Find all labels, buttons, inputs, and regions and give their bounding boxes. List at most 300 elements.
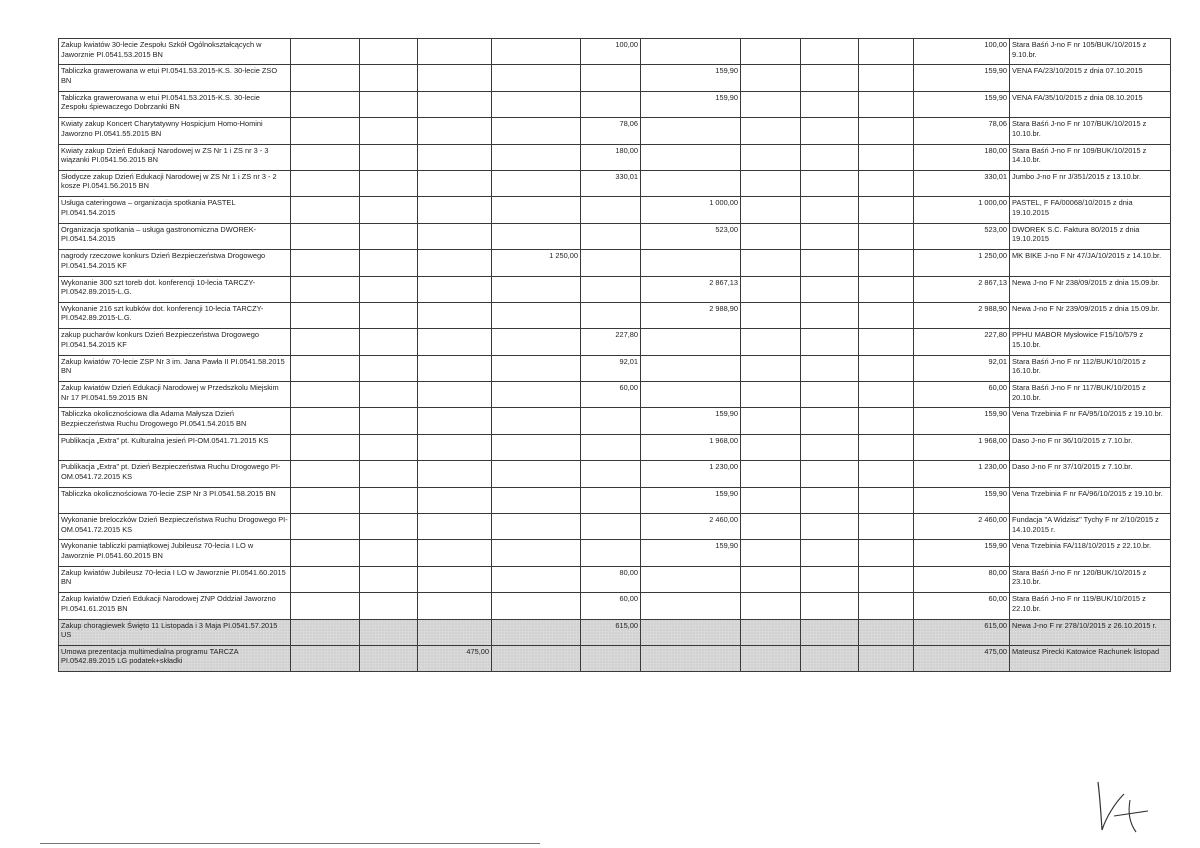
total-cell: 1 230,00	[914, 461, 1010, 487]
empty-cell	[360, 302, 418, 328]
document-ref-cell: Newa J-no F Nr 239/09/2015 z dnia 15.09.br.	[1010, 302, 1171, 328]
empty-cell	[741, 355, 801, 381]
amount-cell	[641, 144, 741, 170]
table-row	[59, 65, 1171, 91]
amount-cell	[581, 250, 641, 276]
total-cell: 159,90	[914, 540, 1010, 566]
empty-cell	[291, 645, 360, 671]
amount-cell	[581, 65, 641, 91]
amount-cell	[418, 250, 492, 276]
document-ref-cell: Stara Baśń J-no F nr 117/BUK/10/2015 z 20.10.br.	[1010, 382, 1171, 408]
document-ref-cell: Stara Baśń J-no F nr 120/BUK/10/2015 z 23.10.br.	[1010, 566, 1171, 592]
empty-cell	[741, 487, 801, 513]
table-row	[59, 197, 1171, 223]
amount-cell: 523,00	[641, 223, 741, 249]
amount-cell	[492, 461, 581, 487]
empty-cell	[360, 461, 418, 487]
amount-cell: 92,01	[581, 355, 641, 381]
empty-cell	[801, 91, 859, 117]
empty-cell	[360, 144, 418, 170]
empty-cell	[801, 276, 859, 302]
empty-cell	[360, 170, 418, 196]
amount-cell	[492, 144, 581, 170]
empty-cell	[741, 223, 801, 249]
empty-cell	[741, 65, 801, 91]
amount-cell	[418, 461, 492, 487]
amount-cell	[641, 355, 741, 381]
document-ref-cell: DWOREK S.C. Faktura 80/2015 z dnia 19.10.2015	[1010, 223, 1171, 249]
empty-cell	[291, 619, 360, 645]
empty-cell	[859, 276, 914, 302]
amount-cell	[581, 461, 641, 487]
amount-cell: 1 000,00	[641, 197, 741, 223]
total-cell: 615,00	[914, 619, 1010, 645]
document-ref-cell: VENA FA/23/10/2015 z dnia 07.10.2015	[1010, 65, 1171, 91]
document-ref-cell: Stara Baśń J-no F nr 105/BUK/10/2015 z 9.10.br.	[1010, 39, 1171, 65]
amount-cell	[492, 514, 581, 540]
amount-cell: 159,90	[641, 540, 741, 566]
amount-cell	[581, 276, 641, 302]
empty-cell	[801, 144, 859, 170]
empty-cell	[741, 276, 801, 302]
empty-cell	[291, 144, 360, 170]
amount-cell: 2 460,00	[641, 514, 741, 540]
description-cell: Usługa cateringowa – organizacja spotkania PASTEL PI.0541.54.2015	[59, 197, 291, 223]
total-cell: 523,00	[914, 223, 1010, 249]
total-cell: 60,00	[914, 382, 1010, 408]
total-cell: 92,01	[914, 355, 1010, 381]
description-cell: Tabliczka grawerowana w etui PI.0541.53.2015-K.S. 30-lecie ZSO BN	[59, 65, 291, 91]
amount-cell	[581, 302, 641, 328]
description-cell: Wykonanie 216 szt kubków dot. konferencji 10-lecia TARCZY-PI.0542.89.2015-L.G.	[59, 302, 291, 328]
total-cell: 159,90	[914, 408, 1010, 434]
empty-cell	[859, 118, 914, 144]
amount-cell	[492, 619, 581, 645]
description-cell: Wykonanie tabliczki pamiątkowej Jubileusz 70-lecia I LO w Jaworznie PI.0541.60.2015 BN	[59, 540, 291, 566]
amount-cell: 78,06	[581, 118, 641, 144]
empty-cell	[741, 382, 801, 408]
table-row	[59, 170, 1171, 196]
amount-cell	[492, 39, 581, 65]
empty-cell	[859, 619, 914, 645]
empty-cell	[859, 223, 914, 249]
empty-cell	[360, 514, 418, 540]
empty-cell	[291, 302, 360, 328]
total-cell: 1 000,00	[914, 197, 1010, 223]
amount-cell	[581, 540, 641, 566]
amount-cell: 1 230,00	[641, 461, 741, 487]
amount-cell	[492, 197, 581, 223]
document-ref-cell: Stara Baśń J-no F nr 107/BUK/10/2015 z 10.10.br.	[1010, 118, 1171, 144]
amount-cell: 2 867,13	[641, 276, 741, 302]
amount-cell	[492, 302, 581, 328]
empty-cell	[741, 566, 801, 592]
empty-cell	[291, 91, 360, 117]
description-cell: Tabliczka okolicznościowa 70-lecie ZSP Nr 3 PI.0541.58.2015 BN	[59, 487, 291, 513]
empty-cell	[801, 566, 859, 592]
empty-cell	[859, 197, 914, 223]
amount-cell	[492, 645, 581, 671]
total-cell: 159,90	[914, 91, 1010, 117]
empty-cell	[291, 382, 360, 408]
amount-cell	[418, 91, 492, 117]
empty-cell	[360, 540, 418, 566]
document-ref-cell: Fundacja "A Widzisz" Tychy F nr 2/10/2015 z 14.10.2015 r.	[1010, 514, 1171, 540]
amount-cell: 60,00	[581, 382, 641, 408]
empty-cell	[360, 197, 418, 223]
empty-cell	[741, 197, 801, 223]
empty-cell	[360, 382, 418, 408]
empty-cell	[801, 355, 859, 381]
empty-cell	[291, 593, 360, 619]
description-cell: Zakup kwiatów 30-lecie Zespołu Szkół Ogólnokształcących w Jaworznie PI.0541.53.2015 BN	[59, 39, 291, 65]
empty-cell	[360, 645, 418, 671]
document-ref-cell: VENA FA/35/10/2015 z dnia 08.10.2015	[1010, 91, 1171, 117]
empty-cell	[801, 329, 859, 355]
empty-cell	[360, 39, 418, 65]
total-cell: 2 988,90	[914, 302, 1010, 328]
empty-cell	[291, 65, 360, 91]
total-cell: 60,00	[914, 593, 1010, 619]
description-cell: Wykonanie 300 szt toreb dot. konferencji 10-lecia TARCZY-PI.0542.89.2015-L.G.	[59, 276, 291, 302]
empty-cell	[360, 408, 418, 434]
table-row	[59, 144, 1171, 170]
amount-cell	[492, 91, 581, 117]
empty-cell	[859, 540, 914, 566]
table-row	[59, 434, 1171, 460]
empty-cell	[741, 593, 801, 619]
document-ref-cell: Vena Trzebinia FA/118/10/2015 z 22.10.br.	[1010, 540, 1171, 566]
document-ref-cell: Stara Baśń J-no F nr 112/BUK/10/2015 z 16.10.br.	[1010, 355, 1171, 381]
empty-cell	[741, 540, 801, 566]
empty-cell	[360, 434, 418, 460]
description-cell: Kwiaty zakup Koncert Charytatywny Hospicjum Homo-Homini Jaworzno PI.0541.55.2015 BN	[59, 118, 291, 144]
amount-cell	[492, 408, 581, 434]
amount-cell	[418, 223, 492, 249]
empty-cell	[741, 408, 801, 434]
empty-cell	[741, 39, 801, 65]
empty-cell	[291, 461, 360, 487]
empty-cell	[801, 65, 859, 91]
total-cell: 159,90	[914, 65, 1010, 91]
amount-cell: 159,90	[641, 65, 741, 91]
empty-cell	[741, 91, 801, 117]
amount-cell	[492, 276, 581, 302]
document-ref-cell: Stara Baśń J-no F nr 109/BUK/10/2015 z 14.10.br.	[1010, 144, 1171, 170]
empty-cell	[741, 619, 801, 645]
empty-cell	[360, 223, 418, 249]
amount-cell	[418, 355, 492, 381]
empty-cell	[291, 223, 360, 249]
document-ref-cell: Stara Baśń J-no F nr 119/BUK/10/2015 z 22.10.br.	[1010, 593, 1171, 619]
table-row	[59, 118, 1171, 144]
empty-cell	[801, 408, 859, 434]
document-ref-cell: Newa J-no F nr 278/10/2015 z 26.10.2015 r.	[1010, 619, 1171, 645]
empty-cell	[741, 250, 801, 276]
amount-cell: 615,00	[581, 619, 641, 645]
table-row	[59, 487, 1171, 513]
amount-cell	[418, 514, 492, 540]
empty-cell	[801, 223, 859, 249]
amount-cell	[641, 250, 741, 276]
empty-cell	[801, 593, 859, 619]
empty-cell	[291, 197, 360, 223]
amount-cell	[492, 355, 581, 381]
amount-cell: 330,01	[581, 170, 641, 196]
signature-mark	[1090, 778, 1152, 836]
empty-cell	[859, 514, 914, 540]
empty-cell	[291, 355, 360, 381]
empty-cell	[801, 39, 859, 65]
empty-cell	[801, 514, 859, 540]
empty-cell	[859, 65, 914, 91]
amount-cell	[641, 39, 741, 65]
total-cell: 100,00	[914, 39, 1010, 65]
table-row	[59, 408, 1171, 434]
empty-cell	[801, 170, 859, 196]
empty-cell	[741, 118, 801, 144]
empty-cell	[859, 329, 914, 355]
amount-cell	[418, 487, 492, 513]
total-cell: 227,80	[914, 329, 1010, 355]
table-row	[59, 619, 1171, 645]
table-row	[59, 250, 1171, 276]
table-row	[59, 223, 1171, 249]
empty-cell	[360, 593, 418, 619]
amount-cell	[418, 197, 492, 223]
amount-cell	[418, 276, 492, 302]
table-row	[59, 540, 1171, 566]
amount-cell: 60,00	[581, 593, 641, 619]
amount-cell	[581, 91, 641, 117]
empty-cell	[859, 355, 914, 381]
empty-cell	[291, 118, 360, 144]
amount-cell	[492, 118, 581, 144]
amount-cell	[641, 619, 741, 645]
total-cell: 180,00	[914, 144, 1010, 170]
table-row	[59, 382, 1171, 408]
empty-cell	[360, 329, 418, 355]
empty-cell	[859, 91, 914, 117]
amount-cell: 80,00	[581, 566, 641, 592]
empty-cell	[859, 487, 914, 513]
empty-cell	[360, 65, 418, 91]
empty-cell	[360, 276, 418, 302]
empty-cell	[741, 434, 801, 460]
total-cell: 78,06	[914, 118, 1010, 144]
total-cell: 1 250,00	[914, 250, 1010, 276]
empty-cell	[360, 619, 418, 645]
document-ref-cell: PPHU MABOR Mysłowice F15/10/579 z 15.10.br.	[1010, 329, 1171, 355]
amount-cell	[418, 619, 492, 645]
empty-cell	[741, 302, 801, 328]
empty-cell	[859, 645, 914, 671]
empty-cell	[741, 170, 801, 196]
description-cell: nagrody rzeczowe konkurs Dzień Bezpieczeństwa Drogowego PI.0541.54.2015 KF	[59, 250, 291, 276]
description-cell: Organizacja spotkania – usługa gastronomiczna DWOREK-PI.0541.54.2015	[59, 223, 291, 249]
empty-cell	[859, 144, 914, 170]
empty-cell	[859, 566, 914, 592]
total-cell: 80,00	[914, 566, 1010, 592]
empty-cell	[291, 408, 360, 434]
amount-cell: 159,90	[641, 408, 741, 434]
description-cell: Zakup kwiatów Dzień Edukacji Narodowej w Przedszkolu Miejskim Nr 17 PI.0541.59.2015 BN	[59, 382, 291, 408]
table-row	[59, 39, 1171, 65]
empty-cell	[801, 118, 859, 144]
amount-cell: 159,90	[641, 487, 741, 513]
amount-cell	[418, 408, 492, 434]
empty-cell	[291, 329, 360, 355]
amount-cell: 159,90	[641, 91, 741, 117]
amount-cell: 1 968,00	[641, 434, 741, 460]
total-cell: 159,90	[914, 487, 1010, 513]
amount-cell	[418, 118, 492, 144]
table-row	[59, 355, 1171, 381]
description-cell: Publikacja „Extra” pt. Kulturalna jesień PI-OM.0541.71.2015 KS	[59, 434, 291, 460]
amount-cell	[581, 223, 641, 249]
amount-cell	[641, 382, 741, 408]
document-ref-cell: Daso J-no F nr 36/10/2015 z 7.10.br.	[1010, 434, 1171, 460]
description-cell: Kwiaty zakup Dzień Edukacji Narodowej w ZS Nr 1 i ZS nr 3 - 3 wiązanki PI.0541.56.2015 BN	[59, 144, 291, 170]
empty-cell	[859, 434, 914, 460]
empty-cell	[801, 461, 859, 487]
document-ref-cell: MK BIKE J-no F Nr 47/JA/10/2015 z 14.10.br.	[1010, 250, 1171, 276]
document-ref-cell: Jumbo J-no F nr J/351/2015 z 13.10.br.	[1010, 170, 1171, 196]
table-row	[59, 329, 1171, 355]
amount-cell: 180,00	[581, 144, 641, 170]
empty-cell	[741, 329, 801, 355]
empty-cell	[801, 382, 859, 408]
amount-cell	[581, 514, 641, 540]
empty-cell	[360, 355, 418, 381]
amount-cell: 227,80	[581, 329, 641, 355]
document-ref-cell: Vena Trzebinia F nr FA/95/10/2015 z 19.10.br.	[1010, 408, 1171, 434]
description-cell: Zakup kwiatów 70-lecie ZSP Nr 3 im. Jana Pawła II PI.0541.58.2015 BN	[59, 355, 291, 381]
amount-cell	[581, 408, 641, 434]
empty-cell	[741, 514, 801, 540]
total-cell: 2 867,13	[914, 276, 1010, 302]
empty-cell	[741, 461, 801, 487]
table-row	[59, 645, 1171, 671]
document-ref-cell: Newa J-no F Nr 238/09/2015 z dnia 15.09.br.	[1010, 276, 1171, 302]
amount-cell	[418, 382, 492, 408]
empty-cell	[859, 250, 914, 276]
empty-cell	[291, 434, 360, 460]
empty-cell	[801, 434, 859, 460]
amount-cell	[492, 540, 581, 566]
amount-cell	[492, 382, 581, 408]
amount-cell	[418, 329, 492, 355]
total-cell: 1 968,00	[914, 434, 1010, 460]
amount-cell	[492, 329, 581, 355]
table-row	[59, 302, 1171, 328]
empty-cell	[859, 382, 914, 408]
amount-cell	[581, 487, 641, 513]
empty-cell	[291, 487, 360, 513]
table-row	[59, 461, 1171, 487]
amount-cell	[418, 540, 492, 566]
expense-table	[58, 38, 1171, 672]
document-ref-cell: Mateusz Pirecki Katowice Rachunek listopad	[1010, 645, 1171, 671]
table-row	[59, 514, 1171, 540]
amount-cell	[492, 223, 581, 249]
empty-cell	[801, 487, 859, 513]
description-cell: Zakup chorągiewek Święto 11 Listopada i 3 Maja PI.0541.57.2015 US	[59, 619, 291, 645]
empty-cell	[801, 645, 859, 671]
document-ref-cell: Daso J-no F nr 37/10/2015 z 7.10.br.	[1010, 461, 1171, 487]
total-cell: 2 460,00	[914, 514, 1010, 540]
amount-cell	[641, 329, 741, 355]
empty-cell	[741, 144, 801, 170]
amount-cell	[418, 302, 492, 328]
empty-cell	[291, 566, 360, 592]
empty-cell	[291, 540, 360, 566]
empty-cell	[360, 250, 418, 276]
description-cell: Publikacja „Extra” pt. Dzień Bezpieczeństwa Ruchu Drogowego PI-OM.0541.72.2015 KS	[59, 461, 291, 487]
empty-cell	[291, 39, 360, 65]
amount-cell	[581, 645, 641, 671]
empty-cell	[360, 487, 418, 513]
empty-cell	[859, 408, 914, 434]
amount-cell	[418, 593, 492, 619]
empty-cell	[360, 91, 418, 117]
empty-cell	[741, 645, 801, 671]
table-row	[59, 566, 1171, 592]
description-cell: Wykonanie breloczków Dzień Bezpieczeństwa Ruchu Drogowego PI-OM.0541.72.2015 KS	[59, 514, 291, 540]
empty-cell	[801, 197, 859, 223]
table-row	[59, 593, 1171, 619]
description-cell: Tabliczka okolicznościowa dla Adama Małysza Dzień Bezpieczeństwa Ruchu Drogowego PI.0541.54.2015 BN	[59, 408, 291, 434]
amount-cell	[641, 593, 741, 619]
amount-cell	[492, 487, 581, 513]
table-row	[59, 91, 1171, 117]
empty-cell	[801, 302, 859, 328]
empty-cell	[291, 514, 360, 540]
description-cell: Tabliczka grawerowana w etui PI.0541.53.2015-K.S. 30-lecie Zespołu śpiewaczego Dobrzanki BN	[59, 91, 291, 117]
description-cell: Zakup kwiatów Jubileusz 70-lecia I LO w Jaworznie PI.0541.60.2015 BN	[59, 566, 291, 592]
amount-cell	[641, 170, 741, 196]
amount-cell	[492, 593, 581, 619]
amount-cell	[641, 118, 741, 144]
description-cell: Umowa prezentacja multimedialna programu TARCZA PI.0542.89.2015 LG podatek+składki	[59, 645, 291, 671]
amount-cell	[418, 144, 492, 170]
empty-cell	[291, 276, 360, 302]
empty-cell	[801, 619, 859, 645]
empty-cell	[291, 170, 360, 196]
description-cell: Słodycze zakup Dzień Edukacji Narodowej w ZS Nr 1 i ZS nr 3 - 2 kosze PI.0541.56.2015 BN	[59, 170, 291, 196]
empty-cell	[291, 250, 360, 276]
total-cell: 330,01	[914, 170, 1010, 196]
empty-cell	[801, 540, 859, 566]
amount-cell	[581, 197, 641, 223]
amount-cell	[492, 65, 581, 91]
amount-cell	[641, 566, 741, 592]
empty-cell	[859, 170, 914, 196]
document-ref-cell: Vena Trzebinia F nr FA/96/10/2015 z 19.10.br.	[1010, 487, 1171, 513]
total-cell: 475,00	[914, 645, 1010, 671]
empty-cell	[360, 566, 418, 592]
amount-cell: 1 250,00	[492, 250, 581, 276]
footer-rule	[40, 843, 540, 844]
amount-cell	[641, 645, 741, 671]
empty-cell	[859, 39, 914, 65]
amount-cell: 100,00	[581, 39, 641, 65]
empty-cell	[859, 593, 914, 619]
empty-cell	[360, 118, 418, 144]
amount-cell	[418, 434, 492, 460]
description-cell: zakup pucharów konkurs Dzień Bezpieczeństwa Drogowego PI.0541.54.2015 KF	[59, 329, 291, 355]
amount-cell	[492, 434, 581, 460]
